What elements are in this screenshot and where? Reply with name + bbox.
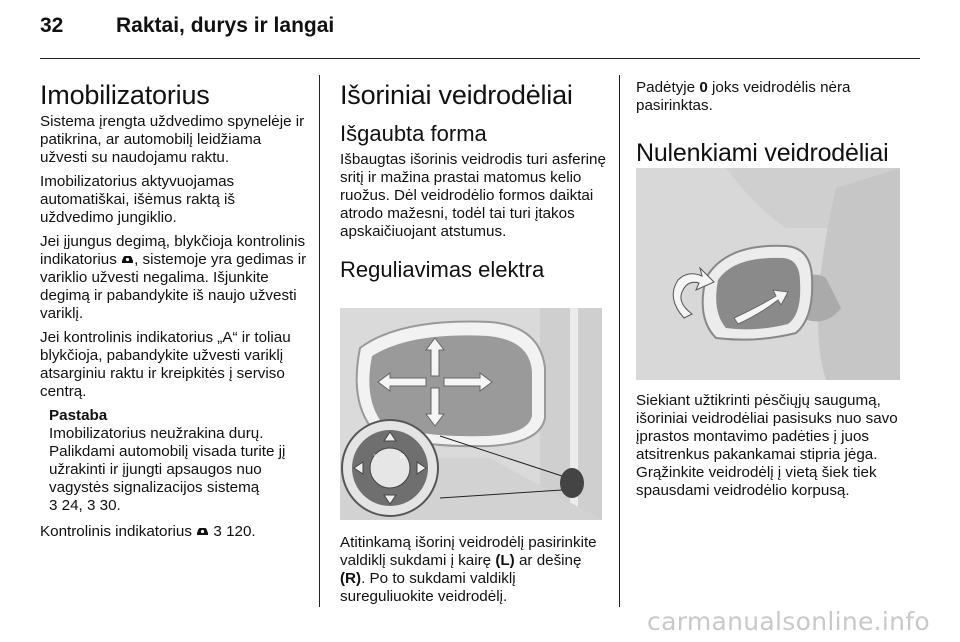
folding-mirror-illustration (636, 168, 900, 380)
paragraph: Jei kontrolinis indikatorius „A“ ir toliau blykčioja, pabandykite užvesti variklį atsarginiu raktu ir kreipkitės į serviso centrą. (40, 329, 291, 400)
paragraph: Siekiant užtikrinti pėsčiųjų saugumą, išoriniai veidrodėliai pasisuks nuo savo įprastos montavimo padėties į juos atsitrenkus pakankamai stipria jėga. Grąžinkite veidrodėlį į vietą šiek tiek spausdami veidrodėlio korpusą. (636, 392, 898, 499)
svg-text:R: R (400, 454, 406, 461)
note-block (49, 407, 310, 515)
column-folding-cont (636, 392, 906, 506)
paragraph: Imobilizatorius aktyvuojamas automatiškai, išėmus raktą iš uždvedimo jungiklio. (40, 173, 235, 226)
page-header (40, 14, 920, 44)
section-heading-immobilizer: Imobilizatorius (40, 80, 210, 110)
column-mirrors-cont (340, 534, 608, 612)
paragraph: Atitinkamą išorinį veidrodėlį pasirinkite valdiklį sukdami į kairę (L) ar dešinę (R). Po to sukdami valdiklį sureguliuokite veidrodėlį. (340, 534, 597, 605)
paragraph: Išbaugtas išorinis veidrodis turi asferinę sritį ir mažina prastai matomus kelio ruožus. Dėl veidrodėlio formos daiktai atrodo mažesni, todėl tai turi įtakos apskaičiuojant atstumus. (340, 151, 606, 240)
running-title: Raktai, durys ir langai (116, 14, 335, 37)
subheading-convex: Išgaubta forma (340, 121, 487, 146)
column-divider-1 (319, 75, 320, 607)
car-key-icon (196, 525, 209, 537)
position-zero: 0 (699, 79, 708, 96)
folding-mirror-figure (636, 168, 900, 380)
note-title: Pastaba (49, 407, 108, 424)
paragraph: Sistema įrengta uždvedimo spynelėje ir patikrina, ar automobilį leidžiama užvesti su naudojamu raktu. (40, 113, 305, 166)
page-number: 32 (40, 14, 64, 37)
section-heading-folding: Nulenkiami veidrodėliai (636, 139, 889, 167)
mirror-adjustment-illustration (340, 308, 602, 520)
column-mirrors (340, 79, 608, 287)
svg-text:L: L (374, 454, 378, 461)
mirror-adjustment-figure (340, 308, 602, 520)
header-rule (40, 58, 920, 59)
watermark: carmanualsonline.info (647, 607, 930, 636)
car-key-icon (121, 253, 134, 265)
left-label: (L) (495, 552, 515, 569)
page-reference: 3 24, 3 30. (49, 497, 121, 514)
column-immobilizer (40, 79, 310, 547)
section-heading-mirrors: Išoriniai veidrodėliai (340, 80, 573, 110)
right-label: (R) (340, 570, 362, 587)
column-divider-2 (619, 75, 620, 607)
paragraph: Padėtyje 0 joks veidrodėlis nėra pasirinktas. (636, 79, 851, 114)
subheading-electric: Reguliavimas elektra (340, 257, 545, 282)
paragraph: Jei įjungus degimą, blykčioja kontrolinis indikatorius , sistemoje yra gedimas ir variklio užvesti negalima. Išjunkite degimą ir pabandykite iš naujo užvesti variklį. (40, 233, 307, 322)
note-text: Imobilizatorius neužrakina durų. Palikdami automobilį visada turite jį užrakinti ir įjungti apsaugos nuo vagystės signalizacijos sistemą (49, 425, 286, 496)
column-folding (636, 79, 902, 171)
paragraph: Kontrolinis indikatorius 3 120. (40, 523, 256, 540)
